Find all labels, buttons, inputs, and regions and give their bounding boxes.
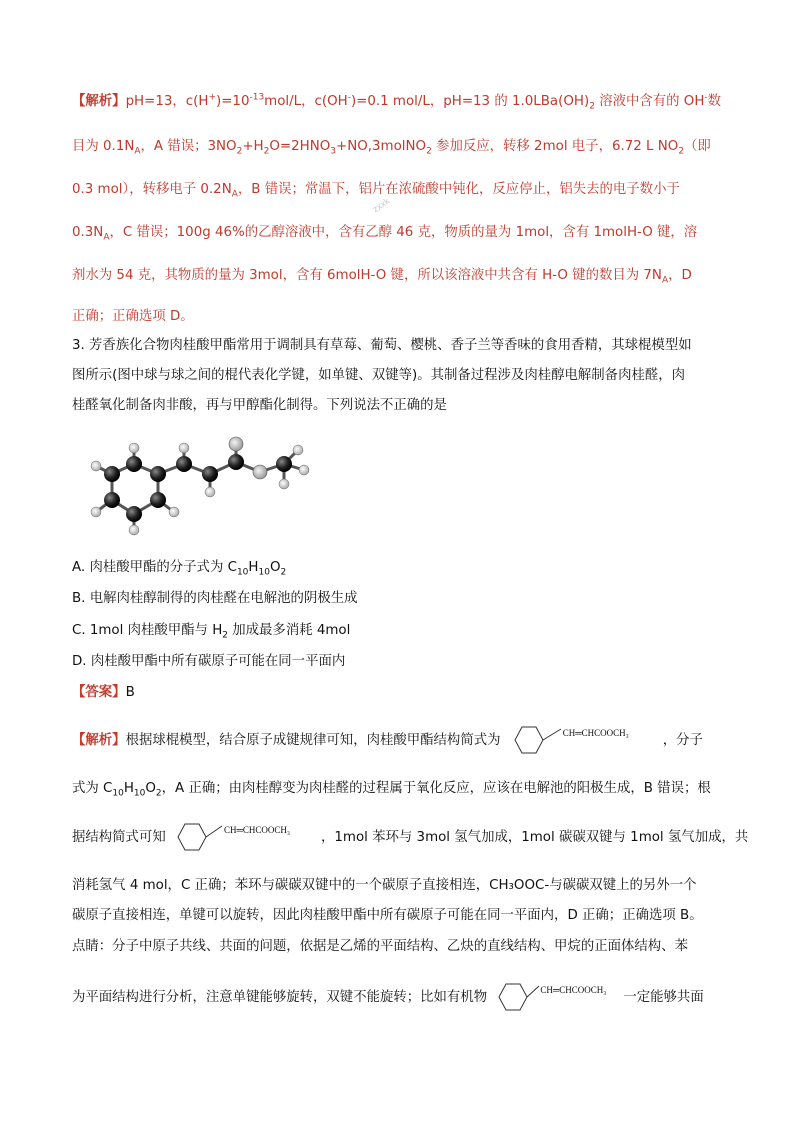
analysis3-line-3: 据结构简式可知 CH═CHCOOCH₃ ，1mol 苯环与 3mol 氢气加成，1mol 碳碳双键与 1mol 氢气加成，共 xyxy=(72,828,722,848)
analysis-tag: 【解析】 xyxy=(72,94,126,109)
structure-formula-3 xyxy=(493,980,621,1014)
answer-line xyxy=(72,683,135,703)
question3-line-3: 桂醛氧化制备肉非酸，再与甲醇酯化制得。下列说法不正确的是 xyxy=(72,398,447,413)
tips-line-1: 点睛：分子中原子共线、共面的问题，依据是乙烯的平面结构、乙炔的直线结构、甲烷的正面体结构、苯 xyxy=(72,939,688,954)
analysis3-line-1: 【解析】根据球棍模型，结合原子成键规律可知，肉桂酸甲酯结构简式为 CH═CHCOOCH₃ ，分子 xyxy=(72,731,722,751)
molecule-image xyxy=(72,426,322,544)
analysis2-line-2: 目为 $0.1N_A$，A 错误；$3NO_2+H_2O=2HNO_3+NO,3molNO_2$ 参加反应，转移 2mol 电子，6.72 L $NO_2$（即 xyxy=(72,139,711,157)
analysis2-line-1: 【解析】pH=13，$c(H^+)=10^{-13}mol/L$，c(OH-)=0.1 mol/L，pH=13 的 $1.0LBa(OH)_2$ 溶液中含有的 OH-数 xyxy=(72,92,722,112)
analysis3-line-5: 碳原子直接相连，单键可以旋转，因此肉桂酸甲酯中所有碳原子可能在同一平面内，D 正确；正确选项 B。 xyxy=(72,908,703,923)
answer-value: B xyxy=(125,685,135,700)
analysis2-line-3: 0.3 mol），转移电子 $0.2N_A$，B 错误；常温下，铝片在浓硫酸中钝化，反应停止，铝失去的电子数小于 xyxy=(72,182,680,200)
structure-label: CH═CHCOOCH₃ xyxy=(540,985,607,995)
analysis3-line-2: 式为 $C_{10}H_{10}O_2$，A 正确；由肉桂醇变为肉桂醛的过程属于氧化反应，应该在电解池的阳极生成，B 错误；根 xyxy=(72,781,711,799)
ball-and-stick-model xyxy=(72,426,322,544)
structure-formula-1 xyxy=(509,723,659,757)
analysis2-line-5: 剂水为 54 克，其物质的量为 3mol，含有 6molH-O 键，所以该溶液中共含有 H-O 键的数目为 $7N_A$，D xyxy=(72,268,692,286)
structure-label: CH═CHCOOCH₃ xyxy=(562,728,629,738)
analysis-tag: 【解析】 xyxy=(72,733,126,748)
option-b[interactable]: B. 电解肉桂醇制得的肉桂醛在电解池的阴极生成 xyxy=(72,591,358,606)
option-a[interactable]: A. 肉桂酸甲酯的分子式为 $C_{10}H_{10}O_2$ xyxy=(72,560,287,578)
analysis2-line-6: 正确；正确选项 D。 xyxy=(72,309,194,324)
option-c[interactable]: C. 1mol 肉桂酸甲酯与 $H_2$ 加成最多消耗 4mol xyxy=(72,623,351,641)
tips-line-2: 为平面结构进行分析，注意单键能够旋转，双键不能旋转；比如有机物 CH═CHCOOCH₃ 一定能够共面 xyxy=(72,988,722,1008)
structure-formula-2 xyxy=(172,820,317,854)
option-d[interactable]: D. 肉桂酸甲酯中所有碳原子可能在同一平面内 xyxy=(72,654,346,669)
question3-line-2: 图所示(图中球与球之间的棍代表化学键，如单键、双键等)。其制备过程涉及肉桂醇电解制备肉桂醛，肉 xyxy=(72,368,686,383)
question3-line-1: 3. 芳香族化合物肉桂酸甲酯常用于调制具有草莓、葡萄、樱桃、香子兰等香味的食用香精，其球棍模型如 xyxy=(72,338,692,353)
watermark: zxxk xyxy=(370,195,392,215)
structure-label: CH═CHCOOCH₃ xyxy=(224,825,291,835)
analysis2-line-4: $0.3N_A$，C 错误；100g 46%的乙醇溶液中，含有乙醇 46 克，物质的量为 1mol，含有 1molH-O 键，溶 xyxy=(72,225,698,243)
answer-tag: 【答案】 xyxy=(72,685,126,700)
analysis3-line-4: 消耗氢气 4 mol，C 正确；苯环与碳碳双键中的一个碳原子直接相连，CH₃OOC-与碳碳双键上的另外一个 xyxy=(72,878,697,893)
